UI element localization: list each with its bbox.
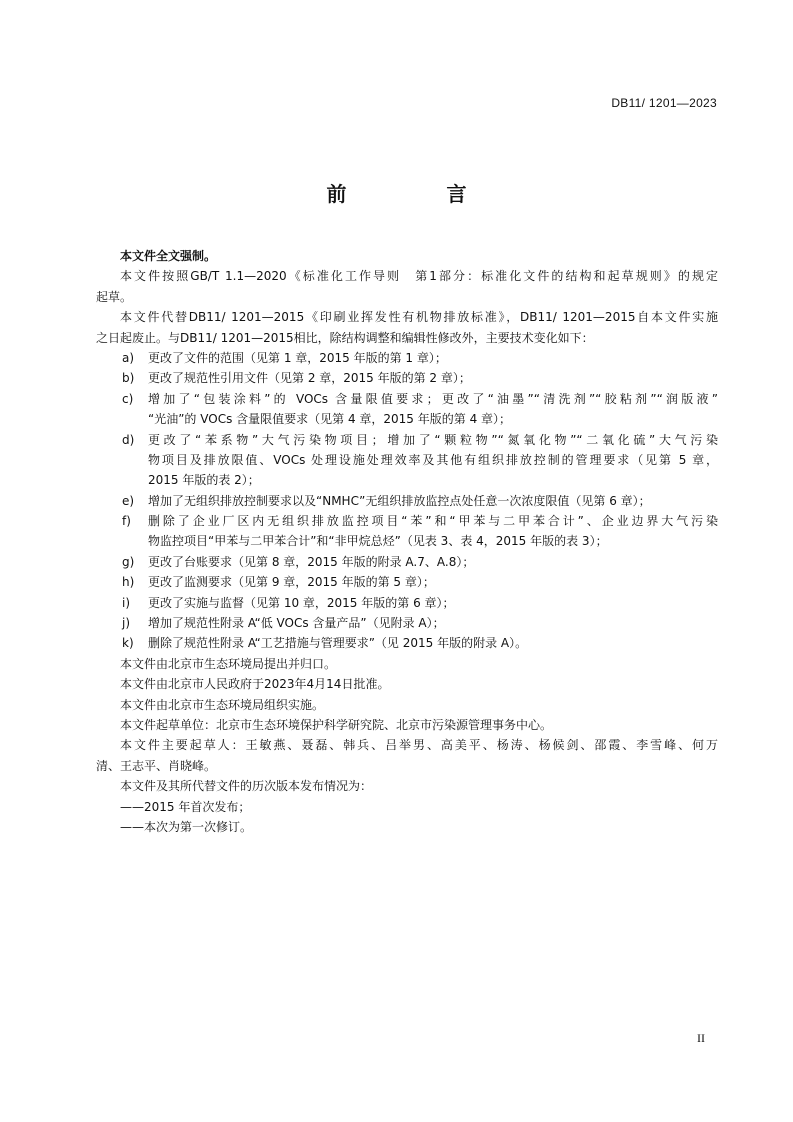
history-entry: ——本次为第一次修订。 — [120, 819, 253, 834]
list-item-continuation: “光油”的 VOCs 含量限值要求（见第 4 章，2015 年版的第 4 章）； — [148, 412, 512, 427]
list-item-text: 更改了实施与监督（见第 10 章，2015 年版的第 6 章）； — [148, 595, 455, 610]
paragraph-line: 本文件按照GB/T 1.1—2020《标准化工作导则 第1部分：标准化文件的结构和起草规则》的规定 — [120, 269, 718, 284]
list-item-label: g) — [122, 554, 135, 569]
list-item-label: f) — [122, 514, 131, 529]
paragraph-line: 本文件代替DB11/ 1201—2015《印刷业挥发性有机物排放标准》，DB11/ 1201—2015自本文件实施 — [120, 310, 718, 325]
page-number: II — [697, 1031, 705, 1045]
list-item-text: 更改了规范性引用文件（见第 2 章，2015 年版的第 2 章）； — [148, 371, 471, 386]
document-code: DB11/ 1201—2023 — [611, 96, 717, 110]
list-item — [96, 593, 718, 613]
list-item — [96, 633, 718, 653]
list-item-text: 更改了台账要求（见第 8 章，2015 年版的附录 A.7、A.8）； — [148, 554, 475, 569]
list-item-label: i) — [122, 595, 131, 610]
list-item-label: d) — [122, 432, 135, 447]
drafters: 本文件主要起草人：王敏燕、聂磊、韩兵、吕举男、高美平、杨涛、杨候剑、邵霞、李雪峰、何万 — [120, 738, 718, 753]
list-item-continuation: 物项目及排放限值、VOCs 处理设施处理效率及其他有组织排放控制的管理要求（见第 5 章， — [148, 452, 718, 467]
list-item-label: c) — [122, 391, 134, 406]
history-entry: ——2015 年首次发布； — [120, 799, 251, 814]
closing-line: 本文件由北京市人民政府于2023年4月14日批准。 — [120, 677, 390, 692]
list-item-label: h) — [122, 575, 135, 590]
paragraph-line: 起草。 — [96, 289, 133, 304]
closing-line: 本文件由北京市生态环境局组织实施。 — [120, 697, 325, 712]
closing-line: 本文件由北京市生态环境局提出并归口。 — [120, 656, 337, 671]
list-item — [96, 552, 718, 572]
list-item-continuation: 2015 年版的表 2）； — [148, 473, 260, 488]
list-item-label: e) — [122, 493, 135, 508]
list-item — [96, 368, 718, 388]
page-title: 前 言 — [326, 182, 507, 206]
list-item — [96, 491, 718, 511]
paragraph-line: 之日起废止。与DB11/ 1201—2015相比，除结构调整和编辑性修改外，主要技术变化如下： — [96, 330, 594, 345]
list-item-text: 删除了规范性附录 A“工艺措施与管理要求”（见 2015 年版的附录 A）。 — [148, 636, 528, 651]
list-item — [96, 348, 718, 368]
drafting-units: 本文件起草单位：北京市生态环境保护科学研究院、北京市污染源管理事务中心。 — [120, 717, 553, 732]
list-item-text: 删除了企业厂区内无组织排放监控项目“苯”和“甲苯与二甲苯合计”、企业边界大气污染 — [148, 514, 718, 529]
drafters-continuation: 清、王志平、肖晓峰。 — [96, 758, 217, 773]
list-item-text: 更改了文件的范围（见第 1 章，2015 年版的第 1 章）； — [148, 350, 447, 365]
list-item-continuation: 物监控项目“甲苯与二甲苯合计”和“非甲烷总烃”（见表 3、表 4，2015 年版的表 3）； — [148, 534, 608, 549]
list-item — [96, 572, 718, 592]
list-item-text: 增加了“包装涂料”的 VOCs 含量限值要求；更改了“油墨”“清洗剂”“胶粘剂”“润版液” — [148, 391, 718, 406]
list-item-text: 更改了监测要求（见第 9 章，2015 年版的第 5 章）； — [148, 575, 435, 590]
list-item-label: b) — [122, 371, 135, 386]
list-item-label: j) — [122, 616, 131, 631]
list-item — [96, 430, 718, 450]
list-item-text: 更改了“苯系物”大气污染物项目；增加了“颗粒物”“氮氧化物”“二氧化硫”大气污染 — [148, 432, 718, 447]
foreword-body — [96, 246, 718, 837]
history-intro: 本文件及其所代替文件的历次版本发布情况为： — [120, 779, 373, 794]
mandatory-statement: 本文件全文强制。 — [120, 249, 217, 263]
list-item — [96, 511, 718, 531]
list-item — [96, 389, 718, 409]
list-item — [96, 613, 718, 633]
list-item-text: 增加了无组织排放控制要求以及“NMHC”无组织排放监控点处任意一次浓度限值（见第 6 章）； — [148, 493, 651, 508]
list-item-text: 增加了规范性附录 A“低 VOCs 含量产品”（见附录 A）； — [148, 616, 445, 631]
list-item-label: k) — [122, 636, 134, 651]
list-item-label: a) — [122, 350, 135, 365]
